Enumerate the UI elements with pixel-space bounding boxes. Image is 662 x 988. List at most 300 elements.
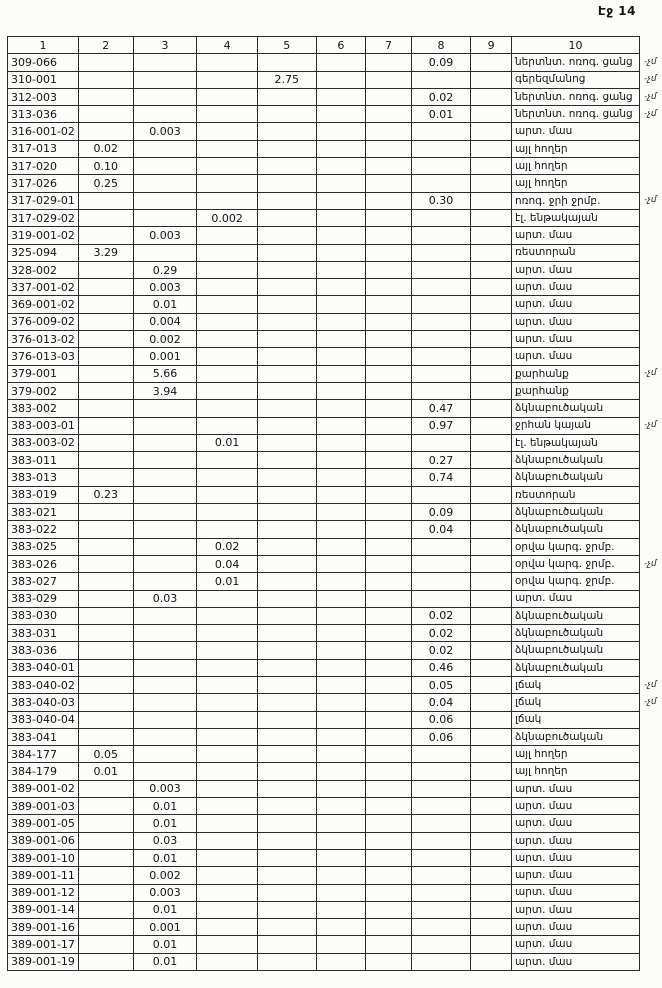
cell-landuse-type: արտ. մաս: [512, 936, 640, 953]
cell-area-value: [78, 382, 133, 399]
cell-area-value: [471, 192, 512, 209]
cell-area-value: [411, 849, 471, 866]
cell-area-value: 0.001: [133, 919, 197, 936]
cell-parcel-code: 383-003-01: [8, 417, 79, 434]
cell-area-value: [197, 296, 258, 313]
cell-area-value: [197, 936, 258, 953]
handwritten-margin-annotation: [639, 590, 661, 607]
cell-area-value: [133, 728, 197, 745]
cell-area-value: [133, 659, 197, 676]
cell-area-value: [133, 763, 197, 780]
cell-landuse-type: օրվա կարգ. ջրմբ.: [512, 573, 640, 590]
cell-area-value: [197, 400, 258, 417]
cell-area-value: [197, 763, 258, 780]
cell-area-value: [316, 538, 366, 555]
cell-area-value: [471, 209, 512, 226]
handwritten-margin-annotation: [639, 296, 661, 313]
handwritten-margin-annotation: [639, 209, 661, 226]
cell-area-value: [366, 209, 412, 226]
cell-area-value: [316, 434, 366, 451]
cell-area-value: [257, 901, 316, 918]
handwritten-margin-annotation: [639, 798, 661, 815]
cell-area-value: [78, 607, 133, 624]
table-row: [8, 192, 662, 209]
table-row: [8, 659, 662, 676]
cell-area-value: 0.10: [78, 158, 133, 175]
cell-area-value: [411, 296, 471, 313]
cell-landuse-type: արտ. մաս: [512, 798, 640, 815]
cell-parcel-code: 389-001-16: [8, 919, 79, 936]
cell-parcel-code: 379-001: [8, 365, 79, 382]
cell-parcel-code: 383-041: [8, 728, 79, 745]
handwritten-margin-annotation: [639, 244, 661, 261]
table-row: [8, 313, 662, 330]
cell-area-value: [366, 123, 412, 140]
cell-area-value: [411, 244, 471, 261]
table-row: [8, 555, 662, 572]
handwritten-margin-annotation: [639, 331, 661, 348]
table-row: [8, 348, 662, 365]
cell-area-value: [257, 417, 316, 434]
cell-area-value: [197, 607, 258, 624]
handwritten-margin-annotation: [639, 486, 661, 503]
cell-area-value: [197, 728, 258, 745]
cell-parcel-code: 337-001-02: [8, 279, 79, 296]
handwritten-margin-annotation: [639, 780, 661, 797]
cell-area-value: [471, 486, 512, 503]
cell-area-value: [471, 521, 512, 538]
cell-parcel-code: 369-001-02: [8, 296, 79, 313]
cell-area-value: [257, 244, 316, 261]
cell-area-value: [316, 106, 366, 123]
cell-area-value: 0.003: [133, 780, 197, 797]
cell-area-value: 0.02: [411, 642, 471, 659]
cell-area-value: [78, 400, 133, 417]
cell-area-value: [471, 573, 512, 590]
table-row: [8, 763, 662, 780]
table-row: [8, 884, 662, 901]
cell-area-value: [471, 504, 512, 521]
cell-landuse-type: արտ. մաս: [512, 348, 640, 365]
cell-area-value: 0.01: [133, 936, 197, 953]
cell-parcel-code: 310-001: [8, 71, 79, 88]
land-parcel-table: [7, 36, 662, 971]
cell-parcel-code: 389-001-03: [8, 798, 79, 815]
cell-area-value: [366, 849, 412, 866]
cell-area-value: 2.75: [257, 71, 316, 88]
cell-area-value: 0.06: [411, 711, 471, 728]
cell-area-value: [316, 452, 366, 469]
cell-area-value: [316, 486, 366, 503]
cell-parcel-code: 383-019: [8, 486, 79, 503]
cell-area-value: [257, 313, 316, 330]
handwritten-margin-annotation: [639, 728, 661, 745]
handwritten-margin-annotation: [639, 123, 661, 140]
cell-landuse-type: ձկնաբուծական: [512, 659, 640, 676]
cell-landuse-type: ռեստորան: [512, 244, 640, 261]
cell-area-value: 0.003: [133, 123, 197, 140]
cell-area-value: [316, 348, 366, 365]
cell-parcel-code: 384-179: [8, 763, 79, 780]
cell-area-value: [197, 625, 258, 642]
cell-area-value: [366, 244, 412, 261]
cell-area-value: [133, 244, 197, 261]
cell-area-value: [366, 434, 412, 451]
table-row: [8, 382, 662, 399]
cell-area-value: [78, 261, 133, 278]
table-row: [8, 607, 662, 624]
cell-parcel-code: 389-001-10: [8, 849, 79, 866]
handwritten-margin-annotation: [639, 901, 661, 918]
cell-area-value: [471, 331, 512, 348]
cell-area-value: 5.66: [133, 365, 197, 382]
cell-area-value: [316, 279, 366, 296]
handwritten-margin-annotation: [639, 348, 661, 365]
cell-landuse-type: ձկնաբուծական: [512, 400, 640, 417]
cell-area-value: [316, 659, 366, 676]
cell-area-value: [316, 849, 366, 866]
table-row: [8, 504, 662, 521]
cell-area-value: 0.002: [197, 209, 258, 226]
cell-area-value: [257, 746, 316, 763]
cell-area-value: [366, 504, 412, 521]
cell-area-value: [257, 123, 316, 140]
cell-area-value: [411, 175, 471, 192]
handwritten-margin-annotation: -չմ: [643, 679, 657, 690]
cell-area-value: 0.04: [411, 521, 471, 538]
cell-landuse-type: այլ հողեր: [512, 746, 640, 763]
cell-area-value: [133, 209, 197, 226]
cell-area-value: [316, 798, 366, 815]
cell-area-value: [471, 348, 512, 365]
cell-area-value: [133, 676, 197, 693]
handwritten-margin-annotation: -չմ: [643, 558, 657, 569]
cell-area-value: [316, 175, 366, 192]
cell-area-value: [316, 676, 366, 693]
cell-area-value: [471, 746, 512, 763]
cell-area-value: 0.46: [411, 659, 471, 676]
handwritten-margin-annotation: [639, 313, 661, 330]
cell-area-value: 0.01: [411, 106, 471, 123]
cell-area-value: [411, 365, 471, 382]
handwritten-margin-annotation: [639, 140, 661, 157]
cell-area-value: [257, 227, 316, 244]
cell-area-value: [133, 71, 197, 88]
cell-area-value: 0.30: [411, 192, 471, 209]
cell-area-value: [78, 676, 133, 693]
cell-area-value: [78, 849, 133, 866]
cell-area-value: [366, 538, 412, 555]
cell-area-value: [471, 919, 512, 936]
cell-area-value: [316, 625, 366, 642]
cell-area-value: 0.09: [411, 54, 471, 71]
cell-area-value: [78, 504, 133, 521]
cell-landuse-type: արտ. մաս: [512, 590, 640, 607]
cell-area-value: 3.29: [78, 244, 133, 261]
cell-area-value: [78, 659, 133, 676]
cell-area-value: [257, 953, 316, 970]
cell-parcel-code: 319-001-02: [8, 227, 79, 244]
cell-area-value: [78, 555, 133, 572]
cell-area-value: [257, 486, 316, 503]
cell-area-value: [471, 780, 512, 797]
cell-landuse-type: ձկնաբուծական: [512, 642, 640, 659]
cell-area-value: [471, 815, 512, 832]
cell-parcel-code: 383-026: [8, 555, 79, 572]
cell-area-value: [366, 296, 412, 313]
cell-area-value: [471, 54, 512, 71]
cell-area-value: [366, 607, 412, 624]
cell-landuse-type: ներտնտ. ոռոգ. ցանց: [512, 106, 640, 123]
cell-area-value: [366, 452, 412, 469]
cell-area-value: 0.47: [411, 400, 471, 417]
cell-landuse-type: արտ. մաս: [512, 867, 640, 884]
cell-parcel-code: 376-013-02: [8, 331, 79, 348]
table-header-row: [8, 37, 662, 54]
cell-area-value: 0.04: [411, 694, 471, 711]
cell-parcel-code: 389-001-17: [8, 936, 79, 953]
cell-parcel-code: 383-030: [8, 607, 79, 624]
cell-area-value: [471, 227, 512, 244]
cell-area-value: [411, 209, 471, 226]
handwritten-margin-annotation: [639, 400, 661, 417]
table-row: [8, 625, 662, 642]
table-row: [8, 365, 662, 382]
cell-landuse-type: այլ հողեր: [512, 158, 640, 175]
cell-area-value: [316, 192, 366, 209]
cell-area-value: [133, 400, 197, 417]
table-row: [8, 486, 662, 503]
cell-area-value: [78, 434, 133, 451]
cell-area-value: [257, 659, 316, 676]
cell-area-value: [316, 504, 366, 521]
cell-area-value: [78, 867, 133, 884]
column-header: 9: [471, 37, 512, 54]
cell-area-value: [471, 417, 512, 434]
handwritten-margin-annotation: [639, 815, 661, 832]
cell-area-value: [471, 867, 512, 884]
cell-area-value: [257, 849, 316, 866]
cell-landuse-type: արտ. մաս: [512, 901, 640, 918]
cell-area-value: 0.74: [411, 469, 471, 486]
cell-area-value: 0.003: [133, 279, 197, 296]
cell-parcel-code: 389-001-12: [8, 884, 79, 901]
cell-parcel-code: 383-025: [8, 538, 79, 555]
cell-area-value: [197, 815, 258, 832]
cell-area-value: [366, 953, 412, 970]
cell-area-value: 0.01: [133, 849, 197, 866]
cell-area-value: [471, 901, 512, 918]
cell-area-value: [316, 763, 366, 780]
handwritten-margin-annotation: [639, 538, 661, 555]
cell-area-value: [316, 694, 366, 711]
cell-area-value: 0.09: [411, 504, 471, 521]
cell-parcel-code: 383-013: [8, 469, 79, 486]
cell-area-value: [411, 555, 471, 572]
cell-parcel-code: 383-040-03: [8, 694, 79, 711]
cell-area-value: [197, 919, 258, 936]
cell-area-value: [366, 642, 412, 659]
cell-area-value: [366, 867, 412, 884]
handwritten-margin-annotation: [639, 659, 661, 676]
cell-area-value: [471, 849, 512, 866]
cell-area-value: [257, 919, 316, 936]
cell-area-value: 0.02: [411, 625, 471, 642]
cell-area-value: 0.004: [133, 313, 197, 330]
cell-area-value: [316, 573, 366, 590]
cell-area-value: 0.05: [78, 746, 133, 763]
cell-area-value: [133, 452, 197, 469]
cell-parcel-code: 383-040-01: [8, 659, 79, 676]
cell-area-value: [411, 140, 471, 157]
cell-area-value: [257, 798, 316, 815]
cell-area-value: [257, 867, 316, 884]
cell-area-value: [257, 763, 316, 780]
cell-area-value: [257, 296, 316, 313]
cell-parcel-code: 376-009-02: [8, 313, 79, 330]
cell-area-value: [366, 140, 412, 157]
cell-landuse-type: օրվա կարգ. ջրմբ.: [512, 538, 640, 555]
cell-area-value: [133, 175, 197, 192]
cell-area-value: [257, 607, 316, 624]
cell-area-value: [78, 106, 133, 123]
column-header: 10: [512, 37, 640, 54]
cell-area-value: [316, 209, 366, 226]
cell-area-value: [257, 555, 316, 572]
cell-area-value: [78, 538, 133, 555]
handwritten-margin-annotation: -չմ: [643, 91, 657, 102]
cell-area-value: [78, 711, 133, 728]
cell-area-value: [366, 158, 412, 175]
cell-area-value: [411, 590, 471, 607]
cell-area-value: [366, 780, 412, 797]
handwritten-margin-annotation: [639, 434, 661, 451]
table-row: [8, 469, 662, 486]
cell-landuse-type: ներտնտ. ոռոգ. ցանց: [512, 54, 640, 71]
cell-area-value: [257, 936, 316, 953]
cell-landuse-type: լճակ: [512, 711, 640, 728]
cell-area-value: [197, 953, 258, 970]
table-row: [8, 88, 662, 105]
cell-area-value: [257, 469, 316, 486]
cell-area-value: [366, 659, 412, 676]
handwritten-margin-annotation: -չմ: [643, 420, 657, 431]
cell-area-value: [257, 728, 316, 745]
cell-area-value: [316, 555, 366, 572]
cell-area-value: [411, 279, 471, 296]
cell-parcel-code: 383-040-02: [8, 676, 79, 693]
cell-area-value: [366, 400, 412, 417]
cell-area-value: [316, 227, 366, 244]
cell-area-value: [366, 936, 412, 953]
cell-landuse-type: ձկնաբուծական: [512, 452, 640, 469]
cell-area-value: [257, 158, 316, 175]
cell-parcel-code: 384-177: [8, 746, 79, 763]
cell-area-value: [366, 901, 412, 918]
cell-area-value: [133, 140, 197, 157]
handwritten-margin-annotation: [639, 382, 661, 399]
cell-area-value: [257, 400, 316, 417]
table-row: [8, 832, 662, 849]
cell-area-value: [316, 521, 366, 538]
cell-area-value: [366, 175, 412, 192]
cell-area-value: [366, 832, 412, 849]
table-row: [8, 780, 662, 797]
cell-area-value: [257, 365, 316, 382]
cell-area-value: [197, 279, 258, 296]
cell-area-value: [78, 728, 133, 745]
cell-parcel-code: 379-002: [8, 382, 79, 399]
cell-area-value: 0.01: [133, 953, 197, 970]
cell-area-value: [257, 642, 316, 659]
cell-area-value: [197, 676, 258, 693]
table-row: [8, 140, 662, 157]
cell-area-value: [133, 88, 197, 105]
table-row: [8, 244, 662, 261]
table-row: [8, 400, 662, 417]
cell-area-value: [197, 486, 258, 503]
cell-area-value: [471, 365, 512, 382]
cell-area-value: [78, 296, 133, 313]
cell-area-value: [257, 140, 316, 157]
cell-area-value: [366, 279, 412, 296]
cell-area-value: [197, 659, 258, 676]
cell-area-value: [257, 192, 316, 209]
cell-area-value: [366, 486, 412, 503]
cell-area-value: [316, 642, 366, 659]
cell-area-value: [197, 175, 258, 192]
cell-area-value: [78, 348, 133, 365]
cell-landuse-type: ձկնաբուծական: [512, 504, 640, 521]
cell-parcel-code: 317-020: [8, 158, 79, 175]
cell-area-value: [471, 832, 512, 849]
cell-parcel-code: 325-094: [8, 244, 79, 261]
cell-area-value: [471, 158, 512, 175]
cell-area-value: [316, 780, 366, 797]
cell-area-value: [257, 382, 316, 399]
table-row: [8, 676, 662, 693]
cell-area-value: [257, 331, 316, 348]
cell-area-value: [471, 88, 512, 105]
cell-area-value: [411, 123, 471, 140]
cell-landuse-type: ձկնաբուծական: [512, 625, 640, 642]
table-row: [8, 521, 662, 538]
cell-area-value: [78, 123, 133, 140]
handwritten-margin-annotation: -չմ: [643, 108, 657, 119]
cell-area-value: [366, 365, 412, 382]
cell-landuse-type: լճակ: [512, 694, 640, 711]
cell-area-value: [197, 71, 258, 88]
cell-area-value: 0.01: [197, 573, 258, 590]
cell-area-value: [316, 469, 366, 486]
cell-area-value: [366, 417, 412, 434]
cell-area-value: [197, 244, 258, 261]
cell-area-value: [78, 832, 133, 849]
cell-area-value: [411, 867, 471, 884]
cell-area-value: [133, 711, 197, 728]
handwritten-margin-annotation: [639, 261, 661, 278]
column-header: 3: [133, 37, 197, 54]
cell-area-value: [411, 538, 471, 555]
cell-area-value: [316, 417, 366, 434]
cell-area-value: [411, 798, 471, 815]
handwritten-margin-annotation: [639, 711, 661, 728]
cell-area-value: [133, 521, 197, 538]
cell-parcel-code: 317-029-01: [8, 192, 79, 209]
cell-parcel-code: 383-002: [8, 400, 79, 417]
cell-area-value: [411, 763, 471, 780]
table-row: [8, 417, 662, 434]
